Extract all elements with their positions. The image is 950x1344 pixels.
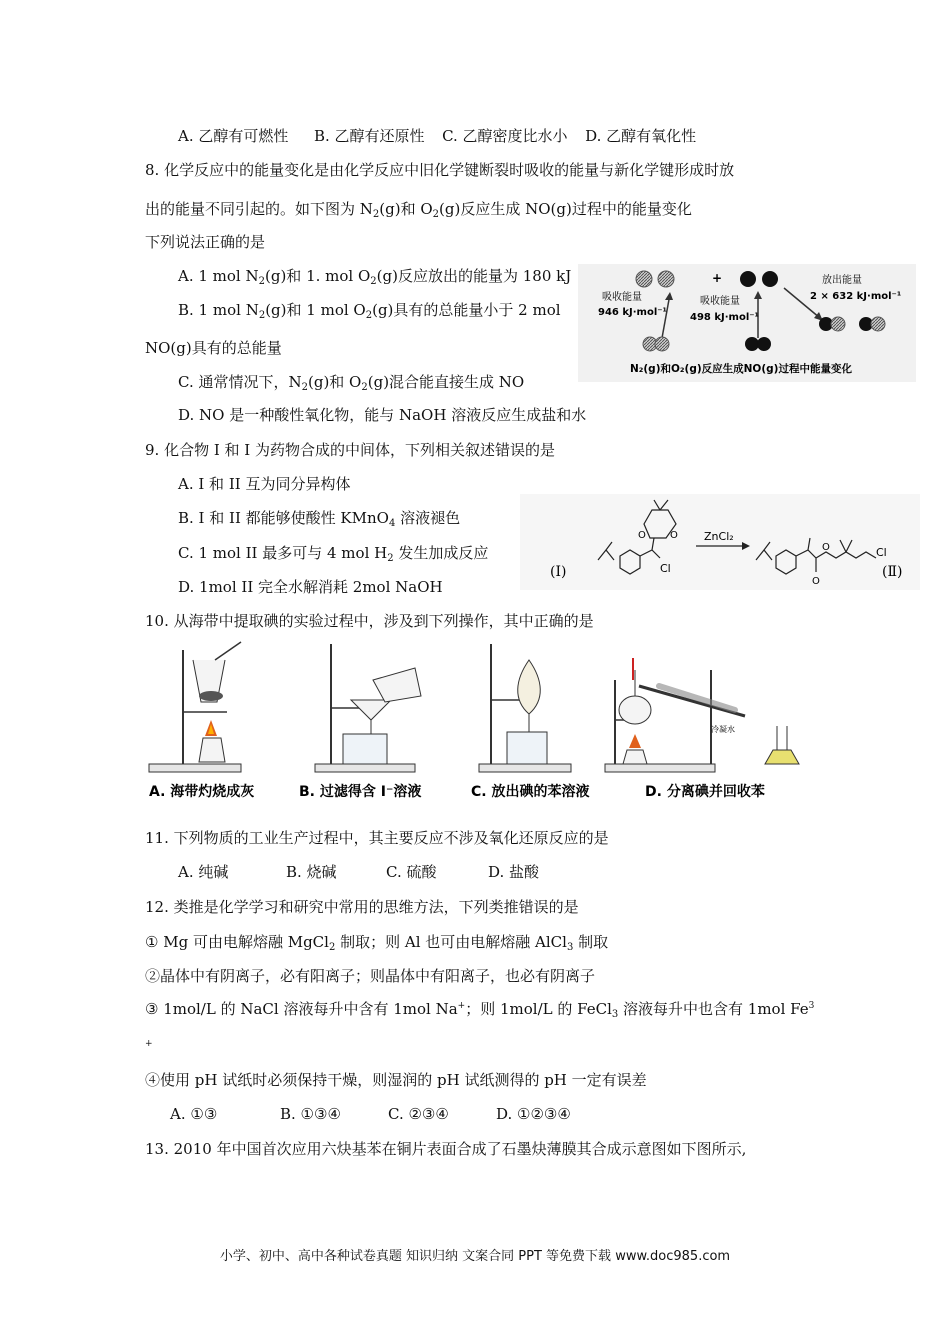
absorb2-label: 吸收能量	[700, 296, 740, 307]
svg-text:冷凝水: 冷凝水	[711, 725, 735, 734]
q8-option-c: C. 通常情况下，$N_2(g)$和 $O_2(g)$混合能直接生成 NO	[178, 373, 525, 393]
plus-sign: +	[712, 271, 723, 285]
reaction-scheme	[520, 494, 920, 590]
apparatus-label-d: D. 分离碘并回收苯	[645, 784, 765, 800]
apparatus-label-b: B. 过滤得含 I⁻溶液	[299, 784, 422, 800]
n2-molecule	[655, 337, 669, 351]
q8-stem-line2: 出的能量不同引起的。如下图为 $N_2(g)$和 $O_2(g)$反应生成 NO(g)过程中的能量变化	[145, 200, 692, 220]
q12-choices	[170, 1104, 571, 1124]
n-atom	[658, 271, 674, 287]
q8-option-b-cont: NO(g)具有的总能量	[145, 339, 282, 357]
q8-option-b: B. 1 mol $N_2(g)$和 1 mol $O_2(g)$具有的总能量小于 2 mol	[178, 301, 561, 321]
compound-ii-label: (Ⅱ)	[882, 564, 903, 580]
release-label: 放出能量	[822, 275, 862, 286]
energy-diagram	[578, 264, 916, 382]
q7-option-b: B. 乙醇有还原性	[313, 127, 425, 145]
apparatus-figure	[145, 640, 807, 805]
q12-statement-3-wrap: +	[145, 1039, 153, 1049]
o2-molecule	[757, 337, 771, 351]
q12-statement-1: ① Mg 可由电解熔融 MgCl$_2$ 制取；则 Al 也可由电解熔融 AlCl$_3$ 制取	[145, 933, 609, 953]
q11-choice-c: C. 硫酸	[386, 863, 437, 881]
q11-stem: 11. 下列物质的工业生产过程中，其主要反应不涉及氧化还原反应的是	[145, 829, 609, 847]
svg-text:Cl: Cl	[876, 546, 887, 559]
q7-options	[178, 126, 696, 146]
svg-text:O: O	[638, 530, 646, 541]
q12-statement-2: ②晶体中有阴离子，必有阳离子；则晶体中有阳离子，也必有阴离子	[145, 967, 596, 985]
svg-text:O: O	[812, 576, 820, 587]
o-atom	[762, 271, 778, 287]
q11-choice-a: A. 纯碱	[178, 863, 229, 881]
apparatus-label-c: C. 放出碘的苯溶液	[471, 784, 590, 800]
q8-option-a: A. 1 mol $N_2(g)$和 1. mol $O_2(g)$反应放出的能量为 180 kJ	[178, 267, 572, 287]
q11-choice-d: D. 盐酸	[488, 863, 540, 881]
q7-option-a: A. 乙醇有可燃性	[178, 127, 289, 145]
compound-i-label: (Ⅰ)	[550, 564, 567, 580]
q13-stem: 13. 2010 年中国首次应用六炔基苯在铜片表面合成了石墨炔薄膜其合成示意图如下图所示,	[145, 1140, 747, 1158]
q12-choice-c: C. ②③④	[388, 1105, 449, 1123]
q12-choice-b: B. ①③④	[280, 1105, 341, 1123]
svg-text:Cl: Cl	[660, 562, 671, 575]
n-atom	[636, 271, 652, 287]
apparatus-label-a: A. 海带灼烧成灰	[149, 784, 255, 800]
o2-molecule	[745, 337, 759, 351]
q12-statement-3: ③ 1mol/L 的 NaCl 溶液每升中含有 1mol Na+；则 1mol/L 的 FeCl$_3$ 溶液每升中也含有 1mol Fe$^3$	[145, 1000, 815, 1020]
svg-text:O: O	[822, 542, 830, 553]
q9-option-c: C. 1 mol II 最多可与 4 mol $H_2$ 发生加成反应	[178, 544, 489, 564]
svg-text:O: O	[670, 530, 678, 541]
absorb2-value: 498 kJ·mol⁻¹	[690, 312, 759, 323]
q8-option-d: D. NO 是一种酸性氧化物，能与 NaOH 溶液反应生成盐和水	[178, 406, 587, 424]
q11-choices	[178, 862, 539, 882]
o-atom	[740, 271, 756, 287]
q9-option-b: B. I 和 II 都能够使酸性 KMnO$_4$ 溶液褪色	[178, 509, 461, 529]
q12-choice-d: D. ①②③④	[496, 1105, 571, 1123]
q9-option-d: D. 1mol II 完全水解消耗 2mol NaOH	[178, 578, 443, 596]
q8-stem-line1: 8. 化学反应中的能量变化是由化学反应中旧化学键断裂时吸收的能量与新化学键形成时放	[145, 161, 735, 179]
q7-option-c: C. 乙醇密度比水小	[442, 127, 568, 145]
q11-choice-b: B. 烧碱	[286, 863, 337, 881]
absorb1-label: 吸收能量	[602, 292, 642, 303]
energy-caption: N₂(g)和O₂(g)反应生成NO(g)过程中能量变化	[630, 363, 852, 375]
no-molecule	[871, 317, 885, 331]
q10-stem: 10. 从海带中提取碘的实验过程中，涉及到下列操作，其中正确的是	[145, 612, 594, 630]
q12-choice-a: A. ①③	[170, 1105, 218, 1123]
q7-option-d: D. 乙醇有氧化性	[585, 127, 697, 145]
page-footer: 小学、初中、高中各种试卷真题 知识归纳 文案合同 PPT 等免费下载 www.doc985.com	[219, 1249, 731, 1264]
q9-option-a: A. I 和 II 互为同分异构体	[178, 475, 351, 493]
q12-stem: 12. 类推是化学学习和研究中常用的思维方法，下列类推错误的是	[145, 898, 579, 916]
reagent-label: ZnCl₂	[704, 530, 734, 543]
release-value: 2 × 632 kJ·mol⁻¹	[810, 291, 902, 302]
q12-statement-4: ④使用 pH 试纸时必须保持干燥，则湿润的 pH 试纸测得的 pH 一定有误差	[145, 1071, 647, 1089]
q9-stem: 9. 化合物 I 和 I 为药物合成的中间体，下列相关叙述错误的是	[145, 441, 556, 459]
absorb1-value: 946 kJ·mol⁻¹	[598, 307, 667, 318]
q8-stem-line3: 下列说法正确的是	[145, 233, 266, 251]
no-molecule	[831, 317, 845, 331]
